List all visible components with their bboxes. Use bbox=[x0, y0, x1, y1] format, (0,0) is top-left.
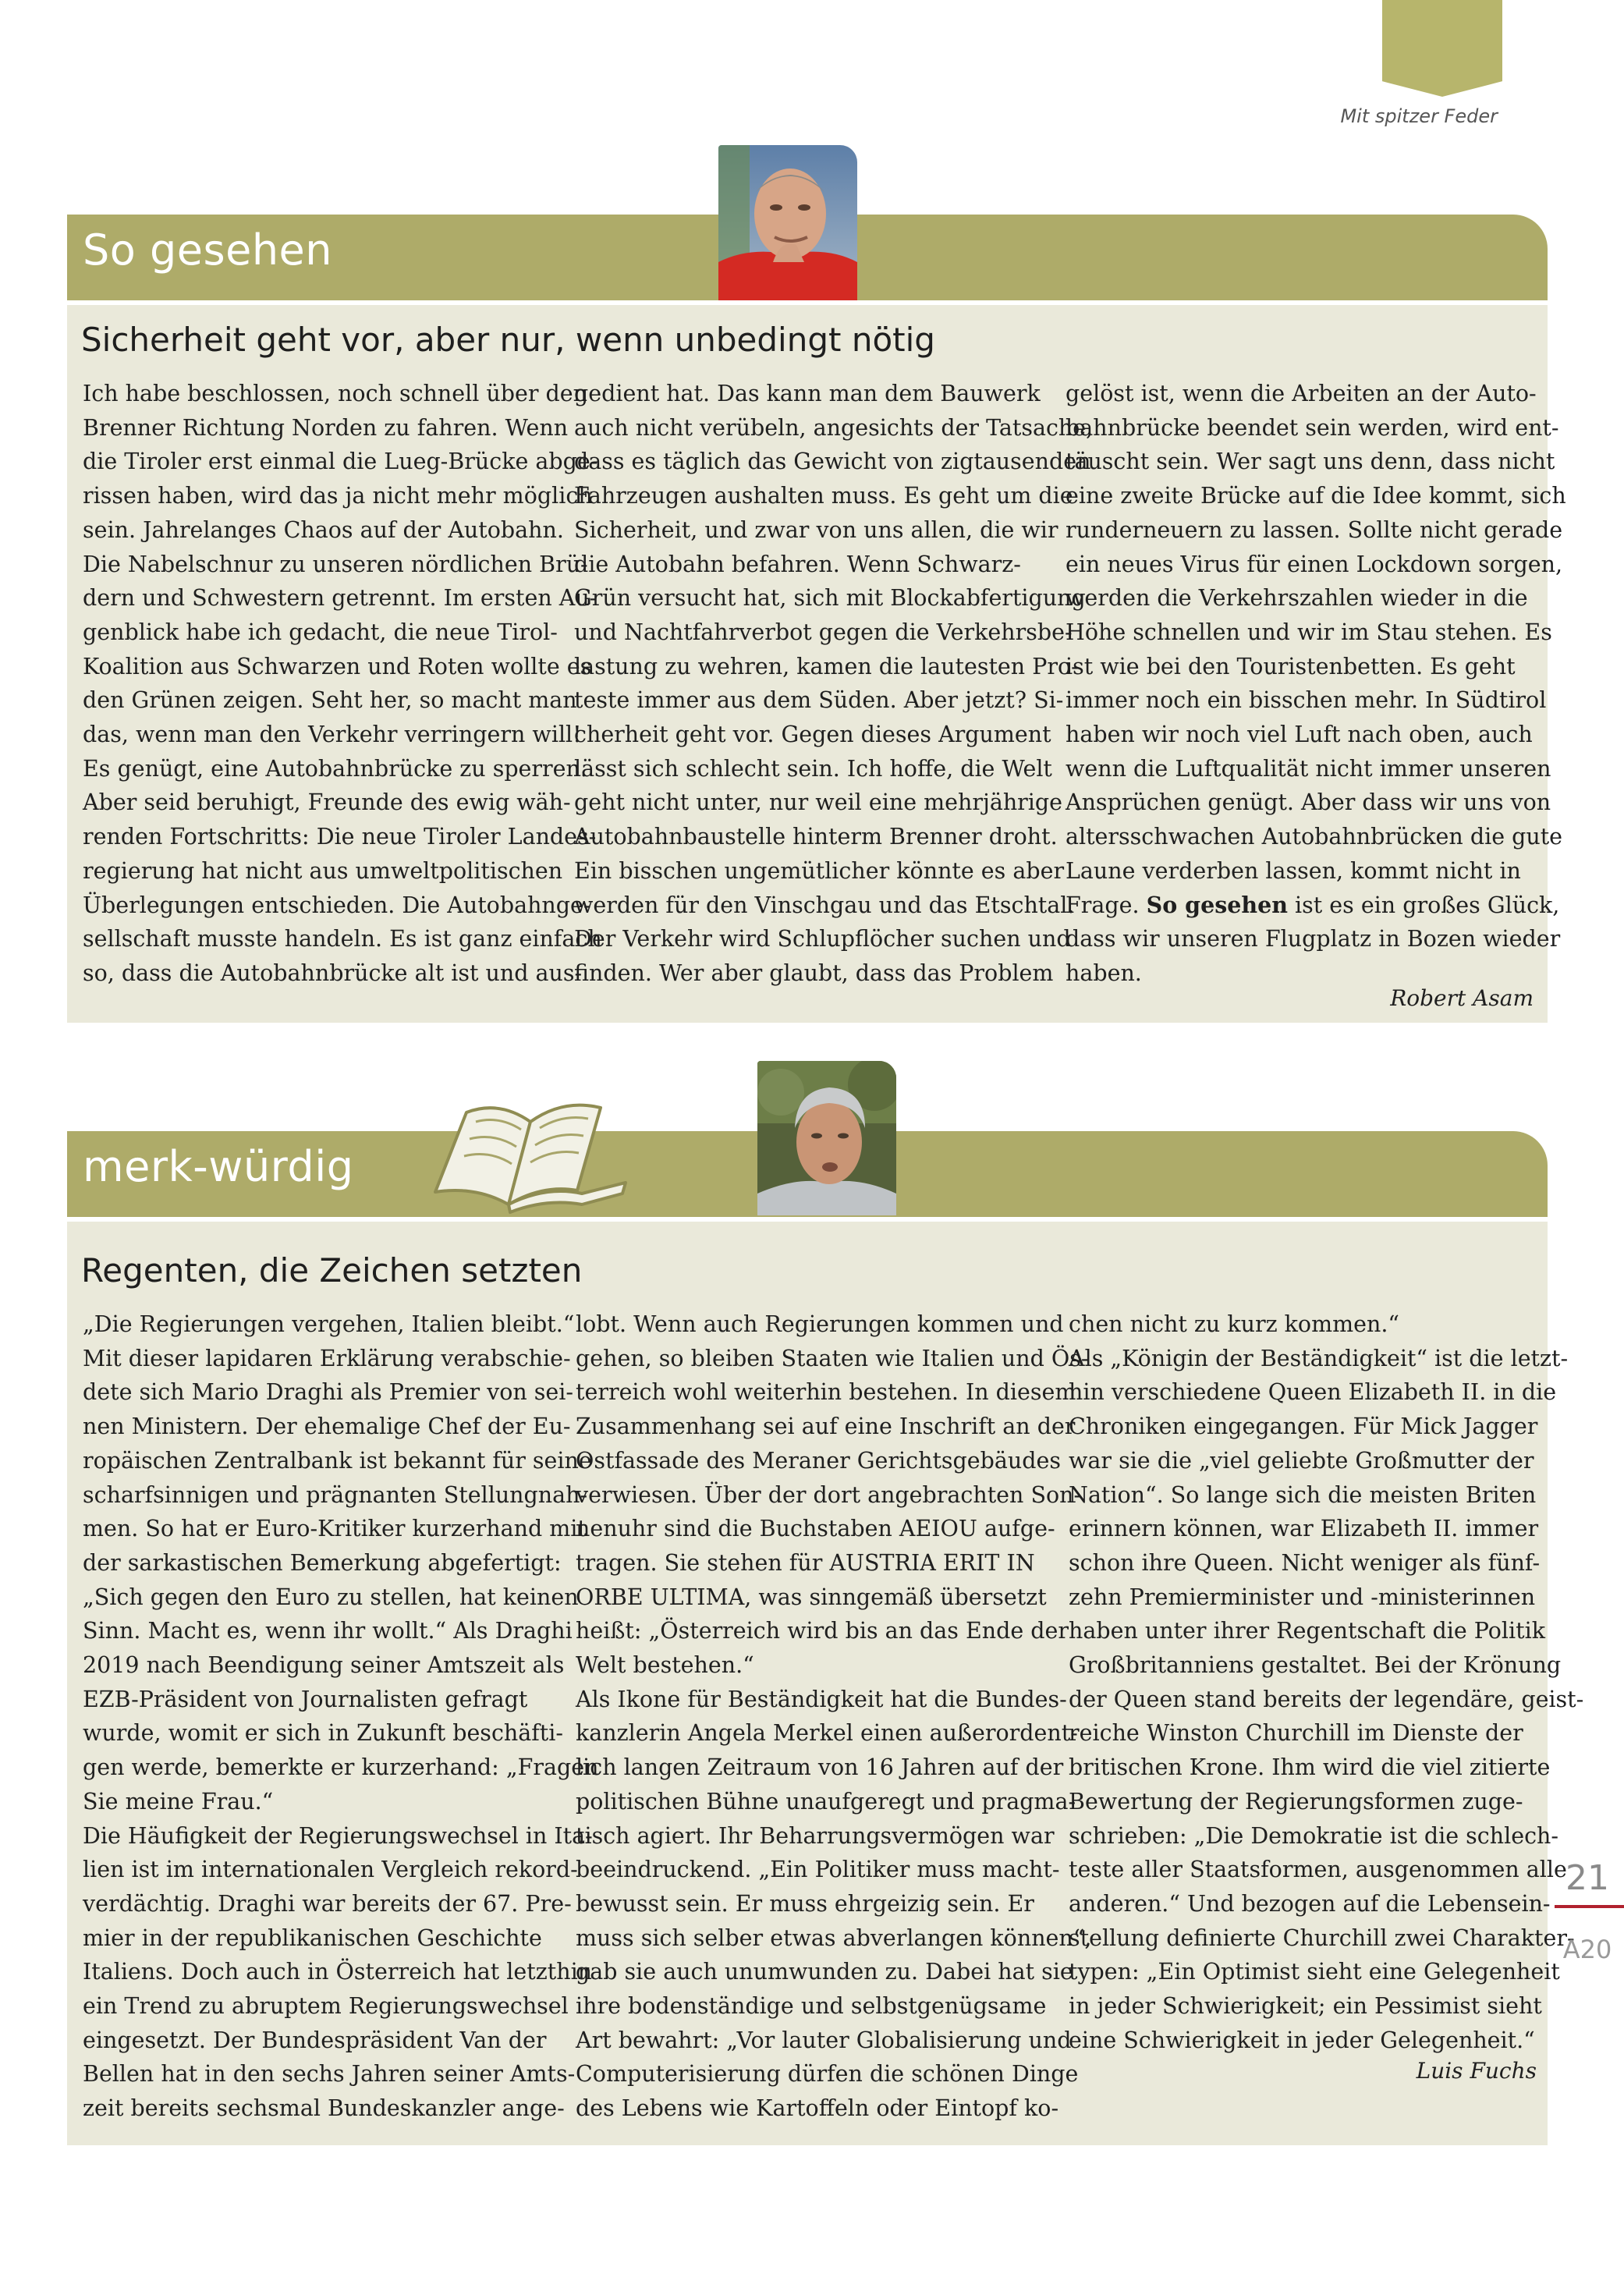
section-title: merk-würdig bbox=[83, 1142, 354, 1191]
text-line: Sinn. Macht es, wenn ihr wollt.“ Als Draghi bbox=[83, 1618, 573, 1644]
text-line: sellschaft musste handeln. Es ist ganz einfach bbox=[83, 926, 602, 952]
text-line: so, dass die Autobahnbrücke alt ist und aus- bbox=[83, 960, 583, 986]
text-line: typen: „Ein Optimist sieht eine Gelegenheit bbox=[1069, 1959, 1560, 1985]
text-line: eine Schwierigkeit in jeder Gelegenheit.“ bbox=[1069, 2027, 1535, 2053]
bold-column-name: So gesehen bbox=[1146, 891, 1288, 918]
text-line: das, wenn man den Verkehr verringern will! bbox=[83, 722, 582, 748]
text-line: nen Ministern. Der ehemalige Chef der Eu- bbox=[83, 1414, 571, 1440]
text-line: runderneuern zu lassen. Sollte nicht gerade bbox=[1066, 516, 1563, 543]
text-line: werden für den Vinschgau und das Etschtal. bbox=[574, 892, 1075, 918]
text-line: anderen.“ Und bezogen auf die Lebensein- bbox=[1069, 1890, 1551, 1917]
text-line: Fahrzeugen aushalten muss. Es geht um die bbox=[574, 483, 1073, 509]
text-line: der Queen stand bereits der legendäre, geist- bbox=[1069, 1686, 1584, 1712]
text-line: Art bewahrt: „Vor lauter Globalisierung und bbox=[576, 2027, 1072, 2053]
text-line: muss sich selber etwas abverlangen können“, bbox=[576, 1924, 1092, 1951]
text-line: ORBE ULTIMA, was sinngemäß übersetzt bbox=[576, 1584, 1047, 1610]
author-photo-luis-fuchs bbox=[757, 1061, 896, 1215]
text-line: Welt bestehen.“ bbox=[576, 1652, 754, 1679]
text-line: eingesetzt. Der Bundespräsident Van der bbox=[83, 2027, 547, 2053]
text-line: geht nicht unter, nur weil eine mehrjährige bbox=[574, 789, 1063, 816]
text-line: reiche Winston Churchill im Dienste der bbox=[1069, 1720, 1523, 1747]
text-line: ropäischen Zentralbank ist bekannt für seine bbox=[83, 1447, 592, 1474]
text-line: Sie meine Frau.“ bbox=[83, 1788, 274, 1815]
text-line: rissen haben, wird das ja nicht mehr möglich bbox=[83, 483, 593, 509]
text-line: verwiesen. Über der dort angebrachten Son- bbox=[576, 1481, 1082, 1508]
text-line: tisch agiert. Ihr Beharrungsvermögen war bbox=[576, 1822, 1055, 1849]
text-line: Koalition aus Schwarzen und Roten wollte es bbox=[83, 653, 592, 679]
text-line: eine zweite Brücke auf die Idee kommt, sich bbox=[1066, 483, 1566, 509]
text-line: zehn Premierminister und -ministerinnen bbox=[1069, 1584, 1536, 1610]
section-tab-marker bbox=[1382, 0, 1502, 97]
text-line: ein neues Virus für einen Lockdown sorgen, bbox=[1066, 551, 1563, 577]
text-line: Bewertung der Regierungsformen zuge- bbox=[1069, 1788, 1523, 1815]
text-line: in jeder Schwierigkeit; ein Pessimist sieht bbox=[1069, 1993, 1542, 2020]
text-line: „Sich gegen den Euro zu stellen, hat keinen bbox=[83, 1584, 579, 1610]
text-line: tragen. Sie stehen für AUSTRIA ERIT IN bbox=[576, 1549, 1035, 1576]
text-line: regierung hat nicht aus umweltpolitischen bbox=[83, 857, 563, 884]
article-box-merk-wuerdig bbox=[67, 1222, 1584, 2145]
text-line: EZB-Präsident von Journalisten gefragt bbox=[83, 1686, 528, 1712]
text-line: gen werde, bemerkte er kurzerhand: „Fragen bbox=[83, 1754, 599, 1781]
text-line: Laune verderben lassen, kommt nicht in bbox=[1066, 857, 1521, 884]
text-line: terreich wohl weiterhin bestehen. In diesem bbox=[576, 1379, 1076, 1406]
text-line: Großbritanniens gestaltet. Bei der Krönung bbox=[1069, 1652, 1562, 1679]
section-title: So gesehen bbox=[83, 225, 333, 275]
text-line: ein Trend zu abruptem Regierungswechsel bbox=[83, 1993, 569, 2020]
text-line: haben unter ihrer Regentschaft die Politik bbox=[1069, 1618, 1545, 1644]
text-line: Italiens. Doch auch in Österreich hat letzthin bbox=[83, 1959, 593, 1985]
text-line: bahnbrücke beendet sein werden, wird ent- bbox=[1066, 414, 1559, 441]
text-line: war sie die „viel geliebte Großmutter der bbox=[1069, 1447, 1534, 1474]
text-line: lich langen Zeitraum von 16 Jahren auf der bbox=[576, 1754, 1064, 1781]
text-line: renden Fortschritts: Die neue Tiroler Landes- bbox=[83, 824, 597, 850]
text-line: sein. Jahrelanges Chaos auf der Autobahn. bbox=[83, 516, 564, 543]
text-line: altersschwachen Autobahnbrücken die gute bbox=[1066, 824, 1563, 850]
text-line: britischen Krone. Ihm wird die viel zitierte bbox=[1069, 1754, 1551, 1781]
text-line: die Tiroler erst einmal die Lueg-Brücke abge- bbox=[83, 449, 598, 475]
text-line: politischen Bühne unaufgeregt und pragma- bbox=[576, 1788, 1076, 1815]
text-line: bewusst sein. Er muss ehrgeizig sein. Er bbox=[576, 1890, 1034, 1917]
text-line: Überlegungen entschieden. Die Autobahnge- bbox=[83, 892, 591, 918]
text-line: schrieben: „Die Demokratie ist die schlech- bbox=[1069, 1822, 1559, 1849]
author-photo-robert-asam bbox=[718, 145, 857, 301]
text-line: hin verschiedene Queen Elizabeth II. in die bbox=[1069, 1379, 1557, 1406]
text-line: scharfsinnigen und prägnanten Stellungnah- bbox=[83, 1481, 588, 1508]
text-line: Als Ikone für Beständigkeit hat die Bundes- bbox=[576, 1686, 1067, 1712]
text-line: Brenner Richtung Norden zu fahren. Wenn bbox=[83, 414, 569, 441]
text-line: Es genügt, eine Autobahnbrücke zu sperren. bbox=[83, 755, 587, 782]
page-number: 21 bbox=[1565, 1858, 1609, 1898]
text-line: Die Nabelschnur zu unseren nördlichen Brü- bbox=[83, 551, 588, 577]
text-line: Der Verkehr wird Schlupflöcher suchen und bbox=[574, 926, 1071, 952]
text-line: wurde, womit er sich in Zukunft beschäfti- bbox=[83, 1720, 563, 1747]
author-signature: Robert Asam bbox=[1390, 985, 1534, 1011]
text-line: gelöst ist, wenn die Arbeiten an der Auto- bbox=[1066, 381, 1537, 406]
text-line: dass es täglich das Gewicht von zigtausenden bbox=[574, 449, 1091, 475]
text-line: ist wie bei den Touristenbetten. Es geht bbox=[1066, 653, 1516, 679]
text-run: ist es ein großes Glück, bbox=[1287, 892, 1560, 918]
text-line: stellung definierte Churchill zwei Charakter- bbox=[1069, 1924, 1575, 1951]
text-line: lien ist im internationalen Vergleich rekord- bbox=[83, 1857, 578, 1883]
text-line: schon ihre Queen. Nicht weniger als fünf- bbox=[1069, 1549, 1541, 1576]
text-line: genblick habe ich gedacht, die neue Tirol- bbox=[83, 619, 558, 645]
text-line: verdächtig. Draghi war bereits der 67. Pre- bbox=[83, 1890, 572, 1917]
text-line: Computerisierung dürfen die schönen Dinge bbox=[576, 2061, 1079, 2088]
article-column-3 bbox=[1069, 1307, 1584, 2057]
text-line: Zusammenhang sei auf eine Inschrift an der bbox=[576, 1414, 1076, 1440]
text-line-with-bold bbox=[1066, 889, 1560, 923]
text-line: dete sich Mario Draghi als Premier von sei- bbox=[83, 1379, 574, 1406]
text-line: dern und Schwestern getrennt. Im ersten Au- bbox=[83, 585, 597, 612]
text-line: gab sie auch unumwunden zu. Dabei hat sie bbox=[576, 1959, 1073, 1985]
article-headline: Regenten, die Zeichen setzten bbox=[81, 1251, 583, 1289]
text-line: gehen, so bleiben Staaten wie Italien und Ös- bbox=[576, 1345, 1089, 1371]
text-run: Frage. bbox=[1066, 892, 1147, 918]
text-line: Ansprüchen genügt. Aber dass wir uns von bbox=[1066, 789, 1551, 816]
text-line: Grün versucht hat, sich mit Blockabfertigung bbox=[574, 585, 1086, 612]
text-line: Bellen hat in den sechs Jahren seiner Amts- bbox=[83, 2061, 576, 2088]
text-line: des Lebens wie Kartoffeln oder Eintopf ko- bbox=[576, 2095, 1059, 2122]
text-line: Nation“. So lange sich die meisten Briten bbox=[1069, 1481, 1537, 1508]
text-line: lässt sich schlecht sein. Ich hoffe, die Welt bbox=[574, 755, 1052, 782]
text-line: Chroniken eingegangen. Für Mick Jagger bbox=[1069, 1414, 1538, 1440]
text-line: beeindruckend. „Ein Politiker muss macht- bbox=[576, 1857, 1060, 1883]
text-line: wenn die Luftqualität nicht immer unseren bbox=[1066, 755, 1551, 782]
text-line: Ostfassade des Meraner Gerichtsgebäudes bbox=[576, 1447, 1061, 1474]
article-column-3 bbox=[1066, 377, 1566, 991]
article-column-2 bbox=[576, 1307, 1092, 2126]
text-line: auch nicht verübeln, angesichts der Tatsache, bbox=[574, 414, 1094, 441]
text-line: „Die Regierungen vergehen, Italien bleibt.“ bbox=[83, 1311, 575, 1337]
open-book-icon bbox=[421, 1091, 640, 1215]
text-line: lobt. Wenn auch Regierungen kommen und bbox=[576, 1311, 1064, 1337]
text-line: Aber seid beruhigt, Freunde des ewig wäh- bbox=[83, 789, 571, 816]
text-line: kanzlerin Angela Merkel einen außerordent- bbox=[576, 1720, 1078, 1747]
text-line: dass wir unseren Flugplatz in Bozen wieder bbox=[1066, 926, 1561, 952]
text-line: finden. Wer aber glaubt, dass das Problem bbox=[574, 960, 1054, 986]
text-line: haben. bbox=[1066, 960, 1142, 986]
text-line: und Nachtfahrverbot gegen die Verkehrsbe- bbox=[574, 619, 1073, 645]
text-line: chen nicht zu kurz kommen.“ bbox=[1069, 1311, 1399, 1337]
text-line: teste immer aus dem Süden. Aber jetzt? Si- bbox=[574, 687, 1064, 714]
text-line: täuscht sein. Wer sagt uns denn, dass nicht bbox=[1066, 449, 1555, 475]
text-line: Höhe schnellen und wir im Stau stehen. Es bbox=[1066, 619, 1552, 645]
article-column-2 bbox=[574, 377, 1094, 991]
text-line: gedient hat. Das kann man dem Bauwerk bbox=[574, 381, 1041, 406]
article-box-so-gesehen bbox=[67, 305, 1566, 1023]
text-line: erinnern können, war Elizabeth II. immer bbox=[1069, 1516, 1539, 1542]
issue-code: A20 bbox=[1562, 1935, 1612, 1964]
article-column-1 bbox=[83, 377, 602, 991]
text-line: Ein bisschen ungemütlicher könnte es aber bbox=[574, 857, 1065, 884]
text-line: teste aller Staatsformen, ausgenommen alle bbox=[1069, 1857, 1567, 1883]
text-line: mier in der republikanischen Geschichte bbox=[83, 1924, 542, 1951]
article-column-1 bbox=[83, 1307, 599, 2126]
text-line: den Grünen zeigen. Seht her, so macht man bbox=[83, 687, 577, 714]
text-line: Als „Königin der Beständigkeit“ ist die letzt- bbox=[1069, 1345, 1569, 1371]
text-line: Sicherheit, und zwar von uns allen, die wir bbox=[574, 516, 1058, 543]
text-line: zeit bereits sechsmal Bundeskanzler ange- bbox=[83, 2095, 565, 2122]
text-line: Die Häufigkeit der Regierungswechsel in Ita- bbox=[83, 1822, 593, 1849]
text-line: die Autobahn befahren. Wenn Schwarz- bbox=[574, 551, 1021, 577]
article-headline: Sicherheit geht vor, aber nur, wenn unbedingt nötig bbox=[81, 321, 935, 359]
text-line: 2019 nach Beendigung seiner Amtszeit als bbox=[83, 1652, 565, 1679]
text-line: men. So hat er Euro-Kritiker kurzerhand mit bbox=[83, 1516, 587, 1542]
text-line: immer noch ein bisschen mehr. In Südtirol bbox=[1066, 687, 1547, 714]
text-line: Mit dieser lapidaren Erklärung verabschie- bbox=[83, 1345, 571, 1371]
text-line: nenuhr sind die Buchstaben AEIOU aufge- bbox=[576, 1516, 1055, 1542]
text-line: heißt: „Österreich wird bis an das Ende der bbox=[576, 1618, 1069, 1644]
page-number-divider bbox=[1555, 1905, 1624, 1908]
text-line: cherheit geht vor. Gegen dieses Argument bbox=[574, 722, 1051, 748]
text-line: der sarkastischen Bemerkung abgefertigt: bbox=[83, 1549, 562, 1576]
text-line: haben wir noch viel Luft nach oben, auch bbox=[1066, 722, 1533, 748]
text-line: Autobahnbaustelle hinterm Brenner droht. bbox=[574, 824, 1058, 850]
text-line: ihre bodenständige und selbstgenügsame bbox=[576, 1993, 1047, 2020]
text-line: Ich habe beschlossen, noch schnell über den bbox=[83, 381, 588, 406]
author-signature: Luis Fuchs bbox=[1416, 2058, 1537, 2084]
text-line: lastung zu wehren, kamen die lautesten Pro- bbox=[574, 653, 1079, 679]
column-kicker: Mit spitzer Feder bbox=[1340, 105, 1498, 127]
text-line: werden die Verkehrszahlen wieder in die bbox=[1066, 585, 1528, 612]
